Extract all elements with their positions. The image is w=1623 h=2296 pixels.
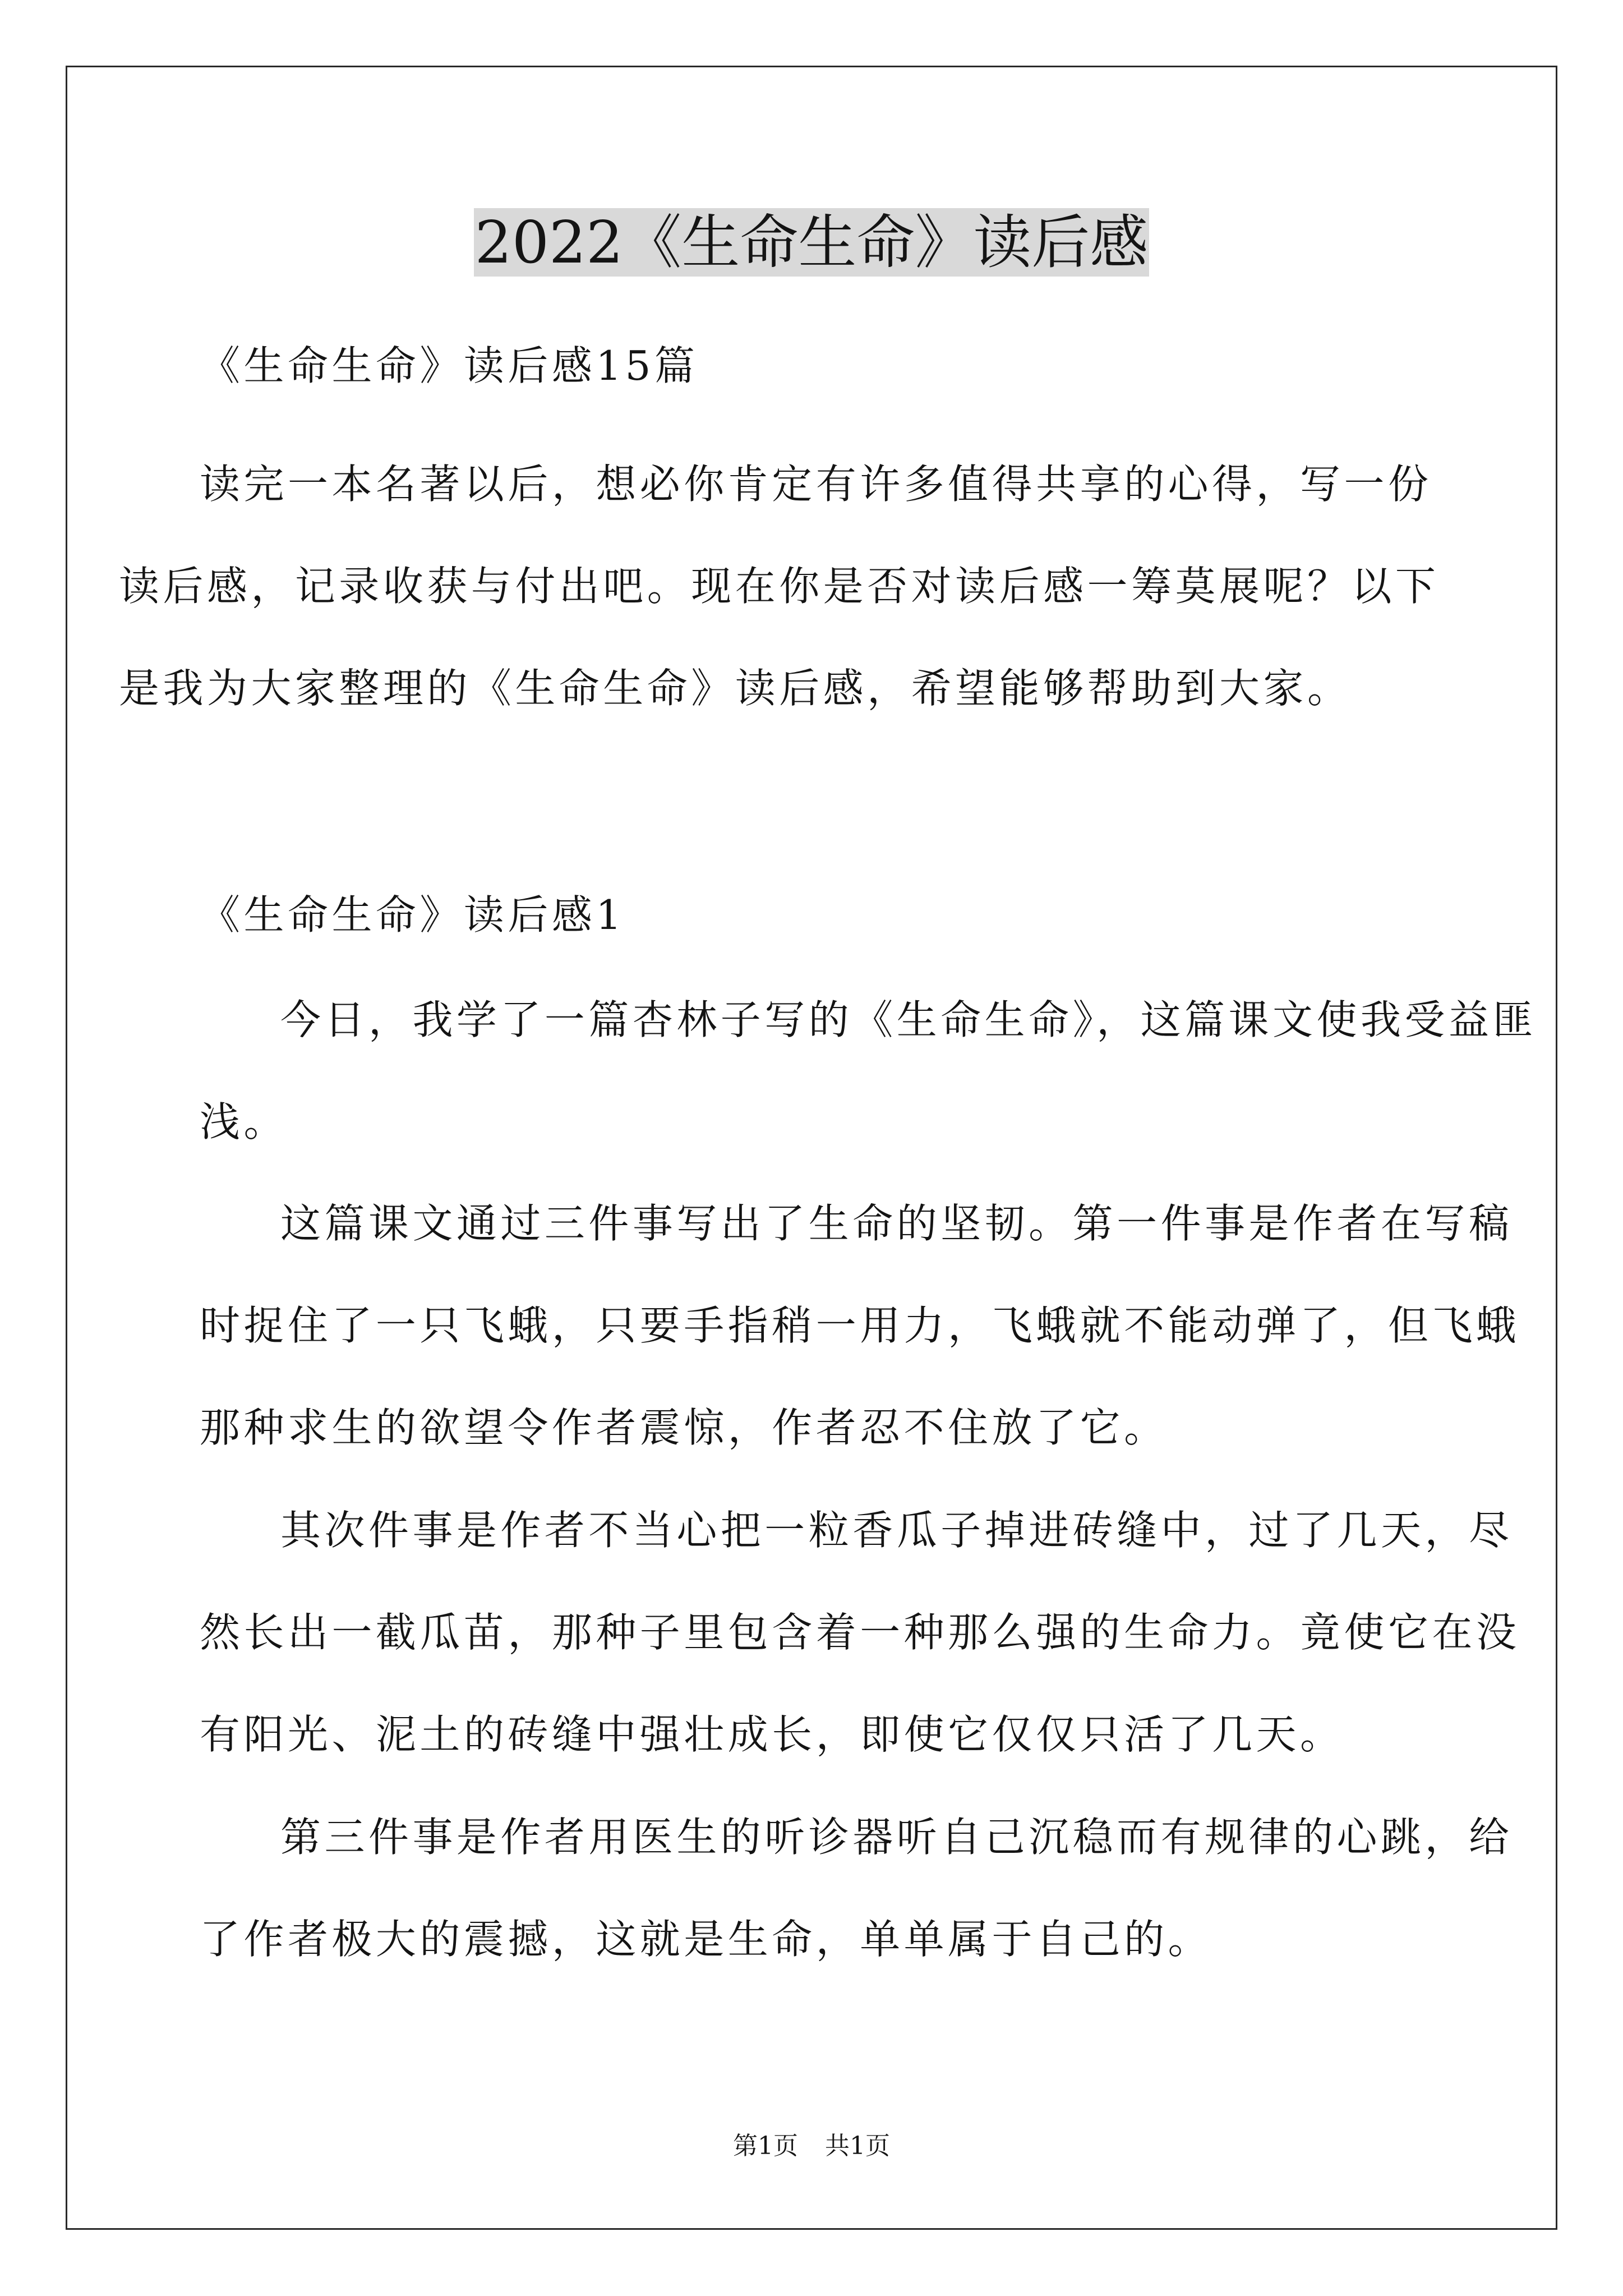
page-number: 第1页 — [733, 2132, 798, 2160]
paragraph-2 — [200, 1172, 1520, 1479]
paragraph-4-line-1: 第三件事是作者用医生的听诊器听自己沉稳而有规律的心跳，给 — [280, 1814, 1513, 1861]
paragraph-3-line-3: 有阳光、泥土的砖缝中强壮成长，即使它仅仅只活了几天。 — [200, 1711, 1344, 1758]
section-heading: 《生命生命》读后感1 — [200, 891, 625, 938]
paragraph-3 — [200, 1479, 1520, 1786]
intro-line-1: 读完一本名著以后，想必你肯定有许多值得共享的心得，写一份 — [200, 461, 1432, 508]
paragraph-3-line-2: 然长出一截瓜苗，那种子里包含着一种那么强的生命力。竟使它在没 — [200, 1609, 1520, 1656]
paragraph-1-line-1: 今日，我学了一篇杏林子写的《生命生命》，这篇课文使我受益匪 — [280, 996, 1537, 1043]
page-total: 共1页 — [825, 2132, 890, 2160]
subtitle: 《生命生命》读后感15篇 — [200, 342, 699, 389]
paragraph-2-line-2: 时捉住了一只飞蛾，只要手指稍一用力，飞蛾就不能动弹了，但飞蛾 — [200, 1302, 1520, 1349]
paragraph-4-line-2: 了作者极大的震撼，这就是生命，单单属于自己的。 — [200, 1916, 1212, 1963]
paragraph-2-line-1: 这篇课文通过三件事写出了生命的坚韧。第一件事是作者在写稿 — [280, 1200, 1513, 1247]
document-title-text: 2022《生命生命》读后感 — [474, 208, 1149, 277]
paragraph-4 — [200, 1786, 1513, 1990]
intro-line-2: 读后感，记录收获与付出吧。现在你是否对读后感一筹莫展呢？以下 — [119, 563, 1440, 610]
paragraph-1 — [200, 969, 1537, 1173]
intro-paragraph — [119, 433, 1440, 739]
paragraph-2-line-3: 那种求生的欲望令作者震惊，作者忍不住放了它。 — [200, 1404, 1168, 1451]
intro-line-3: 是我为大家整理的《生命生命》读后感，希望能够帮助到大家。 — [119, 665, 1352, 712]
paragraph-1-line-2: 浅。 — [200, 1098, 288, 1145]
paragraph-3-line-1: 其次件事是作者不当心把一粒香瓜子掉进砖缝中，过了几天，尽 — [280, 1507, 1513, 1554]
document-title — [0, 201, 1623, 284]
page-footer — [0, 2129, 1623, 2163]
